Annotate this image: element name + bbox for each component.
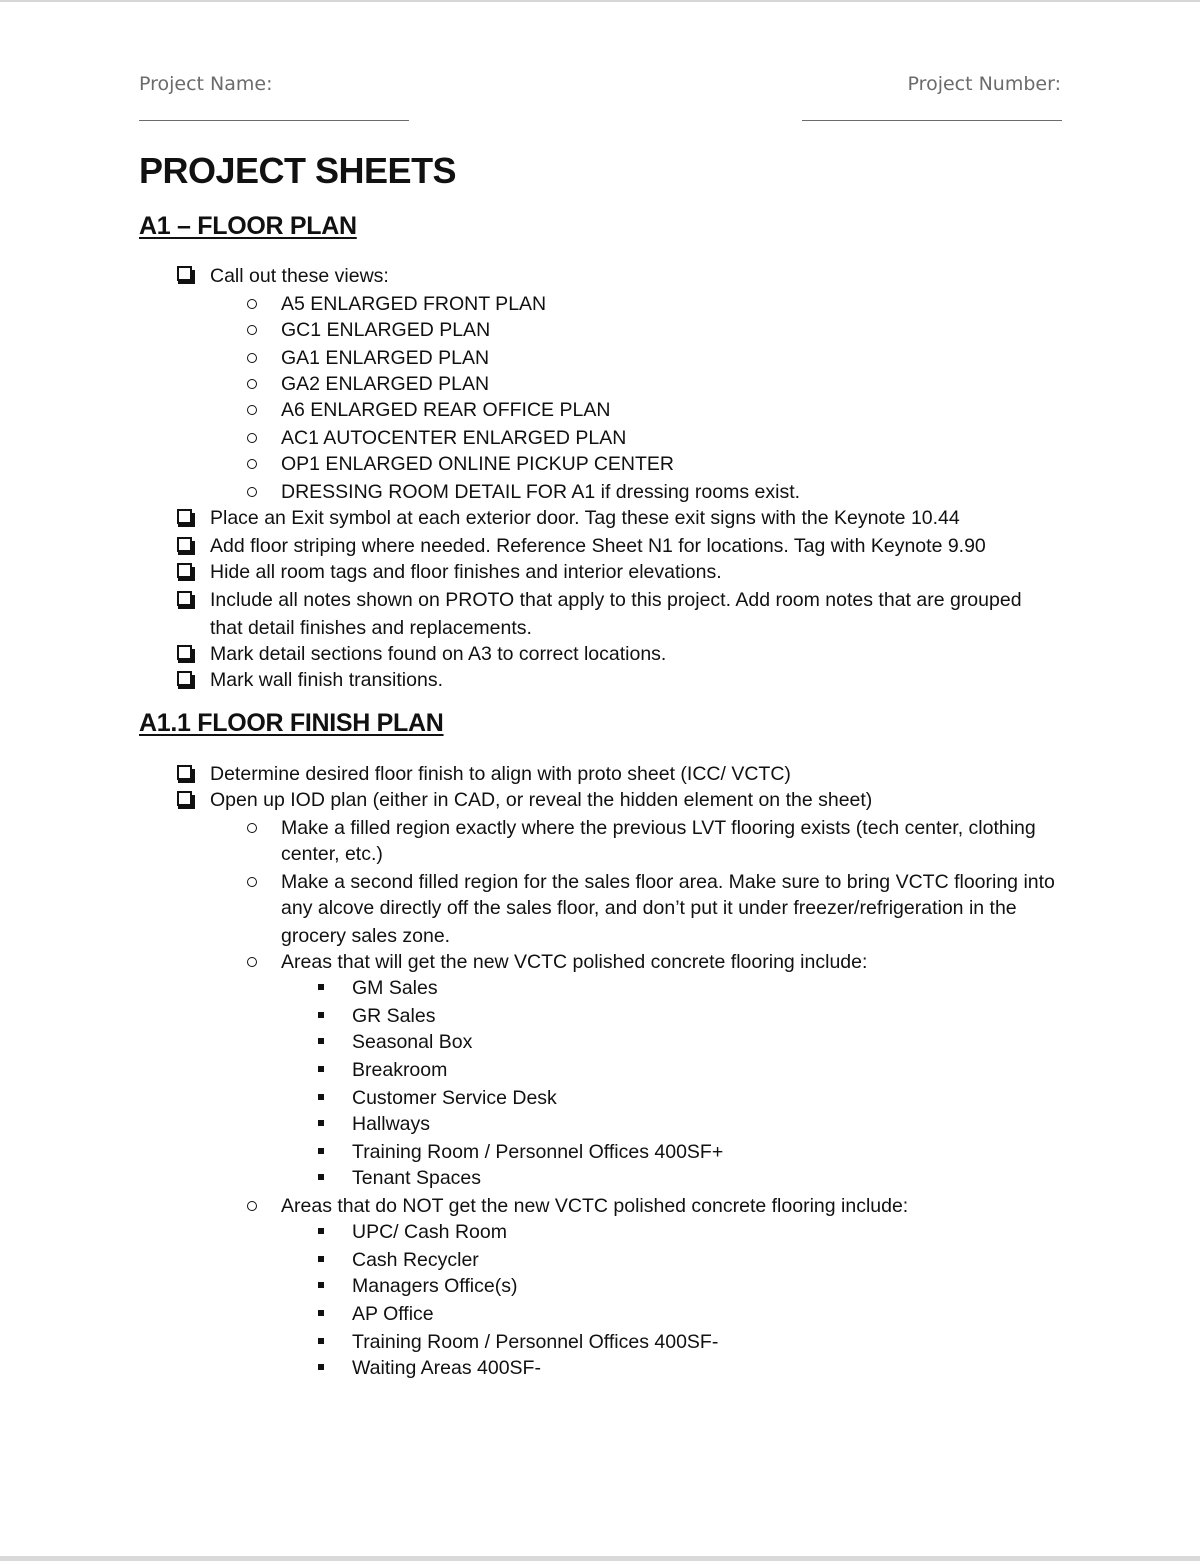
square-bullet-icon xyxy=(318,1338,324,1344)
sub-item: A6 ENLARGED REAR OFFICE PLAN xyxy=(281,399,611,421)
checklist-item: Call out these views: xyxy=(210,265,389,287)
checkbox-icon[interactable] xyxy=(177,791,192,806)
square-bullet-icon xyxy=(318,1282,324,1288)
sub-item: GC1 ENLARGED PLAN xyxy=(281,319,491,341)
bullet-item: Seasonal Box xyxy=(352,1031,473,1053)
circle-bullet-icon xyxy=(247,353,257,363)
square-bullet-icon xyxy=(318,1094,324,1100)
bullet-item: Training Room / Personnel Offices 400SF- xyxy=(352,1331,719,1353)
sub-item: GA2 ENLARGED PLAN xyxy=(281,373,490,395)
circle-bullet-icon xyxy=(247,299,257,309)
square-bullet-icon xyxy=(318,1120,324,1126)
square-bullet-icon xyxy=(318,1256,324,1262)
circle-bullet-icon xyxy=(247,379,257,389)
project-name-label: Project Name: xyxy=(139,73,273,95)
bullet-item: Waiting Areas 400SF- xyxy=(352,1357,541,1379)
circle-bullet-icon xyxy=(247,877,257,887)
checklist-item: Include all notes shown on PROTO that apply to this project. Add room notes that are grouped xyxy=(210,589,1022,611)
project-number-label: Project Number: xyxy=(907,73,1061,95)
bullet-item: Tenant Spaces xyxy=(352,1167,482,1189)
circle-bullet-icon xyxy=(247,459,257,469)
square-bullet-icon xyxy=(318,1310,324,1316)
square-bullet-icon xyxy=(318,1364,324,1370)
checklist-item-continued: that detail finishes and replacements. xyxy=(210,617,532,639)
sub-item-continued: center, etc.) xyxy=(281,843,383,865)
square-bullet-icon xyxy=(318,1012,324,1018)
square-bullet-icon xyxy=(318,1148,324,1154)
sub-item: AC1 AUTOCENTER ENLARGED PLAN xyxy=(281,427,627,449)
circle-bullet-icon xyxy=(247,433,257,443)
bullet-item: GM Sales xyxy=(352,977,438,999)
sub-item: DRESSING ROOM DETAIL FOR A1 if dressing rooms exist. xyxy=(281,481,801,503)
checklist-item: Add floor striping where needed. Reference Sheet N1 for locations. Tag with Keynote 9.90 xyxy=(210,535,986,557)
bullet-item: Customer Service Desk xyxy=(352,1087,557,1109)
checkbox-icon[interactable] xyxy=(177,563,192,578)
checklist-item: Mark wall finish transitions. xyxy=(210,669,443,691)
bullet-item: AP Office xyxy=(352,1303,434,1325)
checklist-item: Mark detail sections found on A3 to correct locations. xyxy=(210,643,667,665)
square-bullet-icon xyxy=(318,984,324,990)
square-bullet-icon xyxy=(318,1038,324,1044)
square-bullet-icon xyxy=(318,1174,324,1180)
circle-bullet-icon xyxy=(247,823,257,833)
circle-bullet-icon xyxy=(247,487,257,497)
checklist-item: Hide all room tags and floor finishes and interior elevations. xyxy=(210,561,722,583)
bullet-item: UPC/ Cash Room xyxy=(352,1221,507,1243)
square-bullet-icon xyxy=(318,1066,324,1072)
bullet-item: GR Sales xyxy=(352,1005,436,1027)
sub-item: Areas that do NOT get the new VCTC polished concrete flooring include: xyxy=(281,1195,909,1217)
bullet-item: Breakroom xyxy=(352,1059,448,1081)
sub-item: A5 ENLARGED FRONT PLAN xyxy=(281,293,547,315)
square-bullet-icon xyxy=(318,1228,324,1234)
section-heading-a1-1: A1.1 FLOOR FINISH PLAN xyxy=(139,709,444,737)
circle-bullet-icon xyxy=(247,957,257,967)
project-number-field[interactable] xyxy=(802,120,1062,121)
sub-item: Areas that will get the new VCTC polished concrete flooring include: xyxy=(281,951,868,973)
page-top-edge xyxy=(0,0,1200,2)
checkbox-icon[interactable] xyxy=(177,645,192,660)
bullet-item: Managers Office(s) xyxy=(352,1275,518,1297)
checklist-item: Open up IOD plan (either in CAD, or reveal the hidden element on the sheet) xyxy=(210,789,873,811)
circle-bullet-icon xyxy=(247,405,257,415)
section-heading-a1: A1 – FLOOR PLAN xyxy=(139,212,357,240)
page-bottom-edge xyxy=(0,1556,1200,1561)
circle-bullet-icon xyxy=(247,325,257,335)
checkbox-icon[interactable] xyxy=(177,537,192,552)
sub-item: Make a second filled region for the sales floor area. Make sure to bring VCTC flooring into xyxy=(281,871,1055,893)
sub-item-continued: grocery sales zone. xyxy=(281,925,451,947)
bullet-item: Cash Recycler xyxy=(352,1249,479,1271)
circle-bullet-icon xyxy=(247,1201,257,1211)
sub-item-continued: any alcove directly off the sales floor, and don’t put it under freezer/refrigeration in the xyxy=(281,897,1017,919)
checkbox-icon[interactable] xyxy=(177,671,192,686)
checkbox-icon[interactable] xyxy=(177,509,192,524)
checkbox-icon[interactable] xyxy=(177,591,192,606)
checkbox-icon[interactable] xyxy=(177,765,192,780)
checklist-item: Place an Exit symbol at each exterior door. Tag these exit signs with the Keynote 10.44 xyxy=(210,507,960,529)
page-title: PROJECT SHEETS xyxy=(139,150,457,191)
checkbox-icon[interactable] xyxy=(177,266,192,281)
checklist-item: Determine desired floor finish to align with proto sheet (ICC/ VCTC) xyxy=(210,763,791,785)
sub-item: GA1 ENLARGED PLAN xyxy=(281,347,490,369)
sub-item: OP1 ENLARGED ONLINE PICKUP CENTER xyxy=(281,453,674,475)
bullet-item: Training Room / Personnel Offices 400SF+ xyxy=(352,1141,724,1163)
sub-item: Make a filled region exactly where the previous LVT flooring exists (tech center, clothing xyxy=(281,817,1036,839)
bullet-item: Hallways xyxy=(352,1113,431,1135)
project-name-field[interactable] xyxy=(139,120,409,121)
